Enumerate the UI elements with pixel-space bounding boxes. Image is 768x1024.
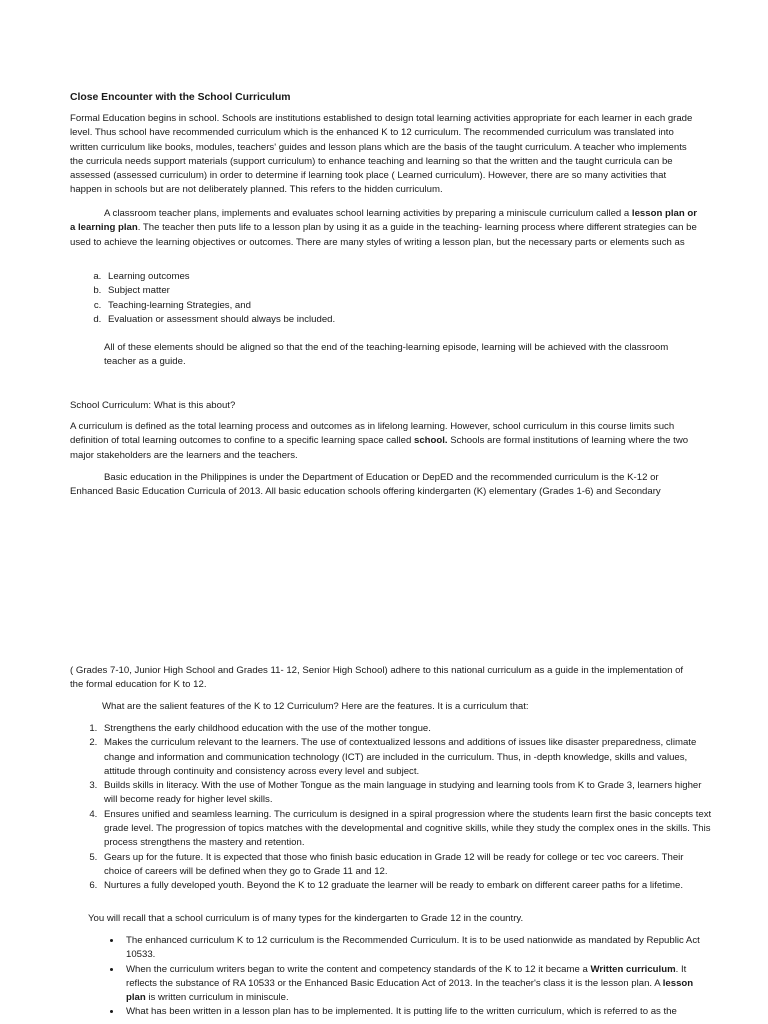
definition-paragraph: A curriculum is defined as the total learning process and outcomes as in lifelong learning. However, school curriculum in this course limits such definition of total learning outcomes to confine to a specific learning space called school. Schools are formal institutions of learning where the two major stakeholders are the learners and the teachers. [70, 421, 689, 461]
intro-paragraph: Formal Education begins in school. Schools are institutions established to design total learning activities appropriate for each learner in each grade level. Thus school have recommended curriculum which is the enhanced K to 12 curriculum. The recommended curriculum was translated into written curriculum like books, modules, teachers' guides and lesson plans which are the basis of the taught curriculum. A teacher who implements the curricula needs support materials (support curriculum) to enhance teaching and learning so that the written and the taught curricula can be assessed (assessed curriculum) in order to determine if learning took place ( Learned curriculum). However, there are so many activities that happen in schools but are not deliberately planned. This refers to the hidden curriculum. [70, 113, 693, 196]
section-heading: School Curriculum: What is this about? [70, 400, 236, 411]
list-item: • What has been written in a lesson plan has to be implemented. It is putting life to the written curriculum, which is referred to as the [122, 1005, 714, 1019]
recall-paragraph: You will recall that a school curriculum is of many types for the kindergarten to Grade 12 in the country. [88, 913, 524, 924]
list-item: 5. Gears up for the future. It is expected that those who finish basic education in Grade 12 will be ready for college or tec voc careers. Their choice of careers will be defined when they go to Grade 11 and 12. [100, 851, 712, 880]
features-list [84, 722, 712, 894]
features-question: What are the salient features of the K to 12 Curriculum? Here are the features. It is a curriculum that: [102, 701, 529, 712]
basic-education-paragraph: Basic education in the Philippines is under the Department of Education or DepED and the recommended curriculum is the K-12 or Enhanced Basic Education Curricula of 2013. All basic education schools offering kindergarten (K) elementary (Grades 1-6) and Secondary [70, 472, 661, 498]
lesson-plan-elements-list [88, 270, 704, 327]
aligned-paragraph: All of these elements should be aligned so that the end of the teaching-learning episode, learning will be achieved with the classroom teacher as a guide. [104, 342, 669, 368]
list-item: 2. Makes the curriculum relevant to the learners. The use of contextualized lessons and additions of issues like disaster preparedness, climate change and information and communication technology (ICT) are included in the curriculum. Thus, in -depth knowledge, skills and values, attitude through continuity and consistency across every level and subject. [100, 736, 712, 779]
list-item: a. Learning outcomes [104, 270, 704, 284]
list-item: d. Evaluation or assessment should always be included. [104, 313, 704, 327]
list-item: 3. Builds skills in literacy. With the use of Mother Tongue as the main language in studying and learning tools from K to Grade 3, learners higher will become ready for higher level skills. [100, 779, 712, 808]
lesson-plan-paragraph: A classroom teacher plans, implements and evaluates school learning activities by preparing a miniscule curriculum called a lesson plan or a learning plan. The teacher then puts life to a lesson plan by using it as a guide in the teaching- learning process where different strategies can be used to achieve the learning objectives or outcomes. There are many styles of writing a lesson plan, but the necessary parts or elements such as [70, 208, 697, 248]
list-item: 6. Nurtures a fully developed youth. Beyond the K to 12 graduate the learner will be ready to embark on different career paths for a lifetime. [100, 879, 712, 893]
document-title: Close Encounter with the School Curriculum [70, 92, 291, 103]
list-item: • When the curriculum writers began to write the content and competency standards of the K to 12 it became a Written curriculum. It reflects the substance of RA 10533 or the Enhanced Basic Education Act of 2013. In the teacher's class it is the lesson plan. A lesson plan is written curriculum in miniscule. [122, 963, 714, 1006]
list-item: c. Teaching-learning Strategies, and [104, 299, 704, 313]
list-item: b. Subject matter [104, 284, 704, 298]
list-item: 1. Strengthens the early childhood education with the use of the mother tongue. [100, 722, 712, 736]
curriculum-types-list [104, 934, 714, 1020]
list-item: 4. Ensures unified and seamless learning. The curriculum is designed in a spiral progression where the students learn first the basic concepts text grade level. The progression of topics matches with the developmental and cognitive skills, while they study the complex ones in the skills. This process strengthens the mastery and retention. [100, 808, 712, 851]
continued-paragraph: ( Grades 7-10, Junior High School and Grades 11- 12, Senior High School) adhere to this national curriculum as a guide in the implementation of the formal education for K to 12. [70, 665, 684, 691]
list-item: • The enhanced curriculum K to 12 curriculum is the Recommended Curriculum. It is to be used nationwide as mandated by Republic Act 10533. [122, 934, 714, 963]
